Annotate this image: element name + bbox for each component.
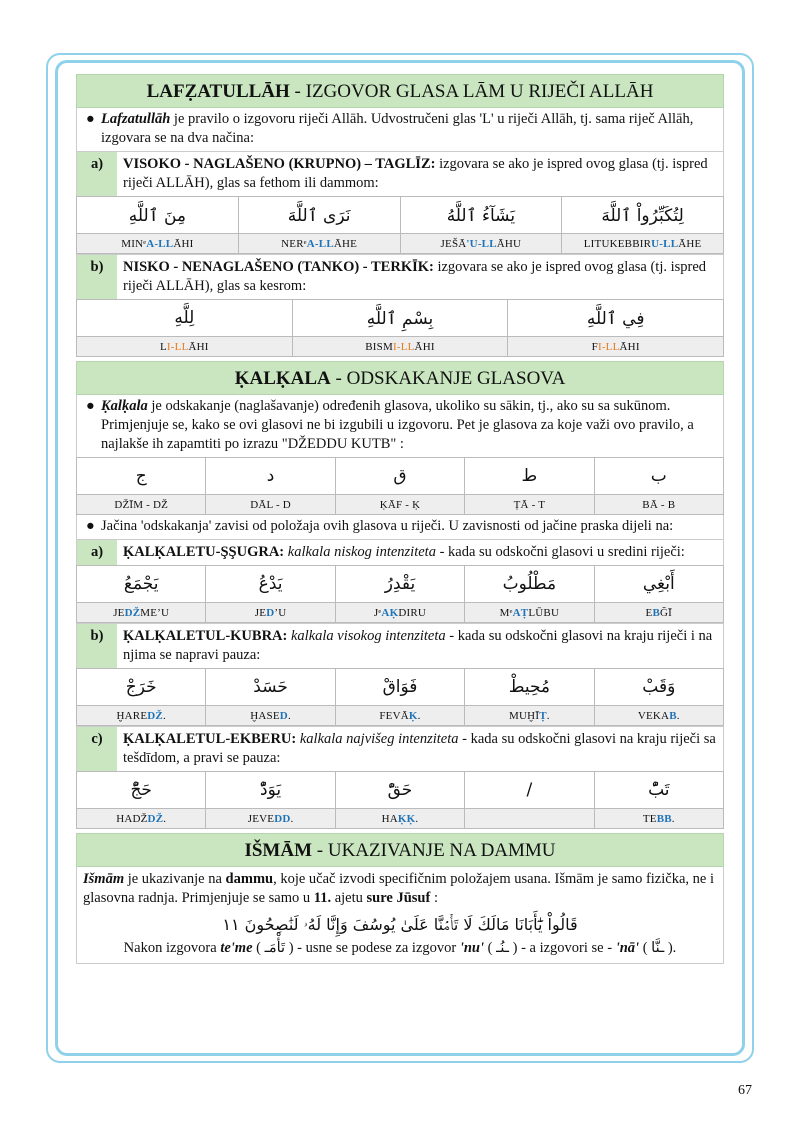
kalkala-b-table: [76, 668, 724, 726]
arabic-example: تَبّْ: [594, 772, 723, 809]
arabic-example: يَشَآءُ ٱللَّهُ: [400, 197, 562, 234]
ismam-explanation: Nakon izgovora te'me ( تَأْمَـ ) - usne se podese za izgovor 'nu' ( ـنُـ ) - a izgovori se - 'nā' ( ـنَّا ).: [76, 937, 724, 964]
letter-name: DĀL - D: [206, 495, 335, 515]
translit: JEDŽMEʼU: [77, 603, 206, 623]
lafzatullah-b-table: [76, 299, 724, 357]
arabic-example: بِسْمِ ٱللَّهِ: [292, 300, 508, 337]
translit: MᵉAṬLŪBU: [465, 603, 594, 623]
content: [76, 74, 724, 964]
arabic-example: خَرَجْ: [77, 669, 206, 706]
arabic-example: نَرَى ٱللَّهَ: [238, 197, 400, 234]
translit: JEŠĀ'U-LLĀHU: [400, 234, 562, 254]
arabic-example: مِنَ ٱللَّهِ: [77, 197, 239, 234]
translit: TEBB.: [594, 809, 723, 829]
arabic-example: حَجّْ: [77, 772, 206, 809]
sub-letter-b: b): [77, 255, 117, 299]
translit: MUḪĪṬ.: [465, 706, 594, 726]
translit: NERᵉA-LLĀHE: [238, 234, 400, 254]
arabic-example: لِلَّهِ: [77, 300, 293, 337]
letter-name: DŽĪM - DŽ: [77, 495, 206, 515]
section-lafzatullah-title: LAFẒATULLĀH - IZGOVOR GLASA LĀM U RIJEČI ALLĀH: [76, 74, 724, 108]
translit: EBĞĪ: [594, 603, 723, 623]
sub-letter-a: a): [77, 540, 117, 565]
lafzatullah-a-table: [76, 196, 724, 254]
arabic-example: فِي ٱللَّهِ: [508, 300, 724, 337]
kalkala-c: c) ḲALḲALETUL-EKBERU: kalkala najvišeg intenziteta - kada su odskočni glasovi na kraju riječi sa tešdīdom, a pravi se pauza:: [76, 726, 724, 771]
sub-letter-c: c): [77, 727, 117, 771]
arabic-letter: ط: [465, 458, 594, 495]
section-kalkala-title: ḲALḲALA - ODSKAKANJE GLASOVA: [76, 361, 724, 395]
translit: BISMI-LLĀHI: [292, 337, 508, 357]
translit: MINᵉA-LLĀHI: [77, 234, 239, 254]
translit: LITUKEBBIRU-LLĀHE: [562, 234, 724, 254]
arabic-example: أَبْغِي: [594, 566, 723, 603]
letter-name: ḲĀF - Ḳ: [335, 495, 464, 515]
sub-letter-a: a): [77, 152, 117, 196]
kalkala-c-table: [76, 771, 724, 829]
translit: JEDʼU: [206, 603, 335, 623]
lafzatullah-a: a) VISOKO - NAGLAŠENO (KRUPNO) – TAGLĪZ: izgovara se ako je ispred ovog glasa (tj. ispred riječi ALLĀH), glas sa fethom ili dammom:: [76, 151, 724, 196]
translit: FI-LLĀHI: [508, 337, 724, 357]
arabic-letter: ق: [335, 458, 464, 495]
translit: JᵉAḲDIRU: [335, 603, 464, 623]
arabic-example: فَوَاقْ: [335, 669, 464, 706]
ayah-yusuf-11: قَالُواْ يَٰٓأَبَانَا مَالَكَ لَا تَأۡمَ۬نَّا عَلَىٰ يُوسُفَ وَإِنَّا لَهُۥ لَنَٰصِحُونَ ١١: [76, 911, 724, 937]
lafzatullah-intro: ● Lafzatullāh je pravilo o izgovoru riječi Allāh. Udvostručeni glas 'L' u riječi Allāh, tj. sama riječ Allāh, izgovara se na dva načina:: [76, 108, 724, 151]
kalkala-a-table: [76, 565, 724, 623]
arabic-example: يَدْعُ: [206, 566, 335, 603]
bullet-dot: ●: [86, 111, 95, 127]
arabic-example: وَقَبْ: [594, 669, 723, 706]
kalkala-intensity: ● Jačina 'odskakanja' zavisi od položaja ovih glasova u riječi. U zavisnosti od jačine praska dijeli na:: [76, 515, 724, 539]
arabic-example: حَسَدْ: [206, 669, 335, 706]
translit: LI-LLĀHI: [77, 337, 293, 357]
arabic-example: مَطْلُوبُ: [465, 566, 594, 603]
translit: VEKAB.: [594, 706, 723, 726]
kalkala-b: b) ḲALḲALETUL-KUBRA: kalkala visokog intenziteta - kada su odskočni glasovi na kraju riječi i na njima se napravi pauza:: [76, 623, 724, 668]
translit: ḪAREDŽ.: [77, 706, 206, 726]
kalkala-a: a) ḲALḲALETU-ŞŞUGRA: kalkala niskog intenziteta - kada su odskočni glasovi u sredini riječi:: [76, 539, 724, 565]
section-ismam-title: IŠMĀM - UKAZIVANJE NA DAMMU: [76, 833, 724, 867]
bullet-dot: ●: [86, 398, 95, 414]
arabic-letter: د: [206, 458, 335, 495]
ismam-paragraph: Išmām je ukazivanje na dammu, koje učač izvodi specifičnim položajem usana. Išmām je samo fizička, ne i glasovna radnja. Primjenjuje se samo u 11. ajetu sure Jūsuf :: [76, 867, 724, 911]
arabic-example: لِتُكَبِّرُواْ ٱللَّهَ: [562, 197, 724, 234]
arabic-example: يَقْدِرُ: [335, 566, 464, 603]
arabic-example: /: [465, 772, 594, 809]
bullet-dot: ●: [86, 518, 95, 534]
arabic-letter: ج: [77, 458, 206, 495]
translit: JEVEDD.: [206, 809, 335, 829]
page-number: 67: [738, 1083, 752, 1098]
arabic-example: حَقّْ: [335, 772, 464, 809]
translit: HAḲḲ.: [335, 809, 464, 829]
sub-letter-b: b): [77, 624, 117, 668]
letter-name: ṬĀ - T: [465, 495, 594, 515]
letter-name: BĀ - B: [594, 495, 723, 515]
arabic-example: مُحِيطْ: [465, 669, 594, 706]
lafzatullah-b: b) NISKO - NENAGLAŠENO (TANKO) - TERKĪK: izgovara se ako je ispred ovog glasa (tj. ispred riječi ALLĀH), glas sa kesrom:: [76, 254, 724, 299]
translit: ḪASED.: [206, 706, 335, 726]
kalkala-letters-table: [76, 457, 724, 515]
kalkala-intro: ● Ḳalḳala je odskakanje (naglašavanje) određenih glasova, ukoliko su sākin, tj., ako su sa sukūnom. Primjenjuje se, kako se ovi glasovi ne bi izgubili u izgovoru. Pet je glasova za koje važi ovo pravilo, a najlakše ih zapamtiti po izrazu "DŽEDDU KUTB" :: [76, 395, 724, 457]
translit: HADŽDŽ.: [77, 809, 206, 829]
translit: FEVĀḲ.: [335, 706, 464, 726]
arabic-example: يَجْمَعُ: [77, 566, 206, 603]
arabic-example: يَوَدّْ: [206, 772, 335, 809]
arabic-letter: ب: [594, 458, 723, 495]
translit: [465, 809, 594, 829]
